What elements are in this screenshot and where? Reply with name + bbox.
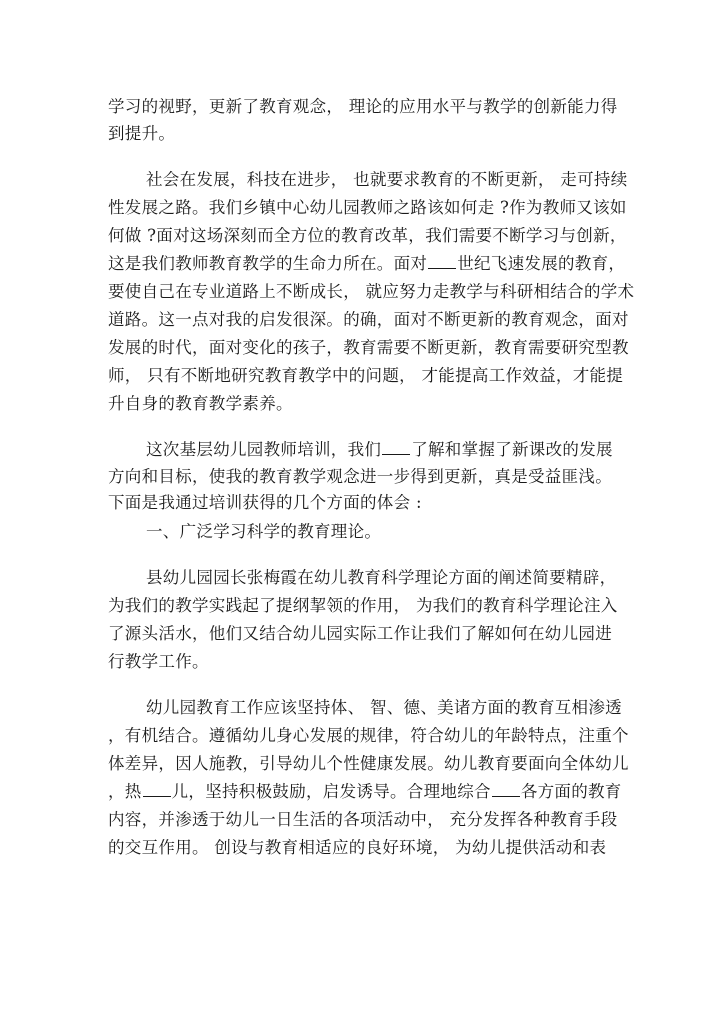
text-line <box>108 782 622 802</box>
text-segment: 这是我们教师教育教学的生命力所在。面对 <box>108 254 428 273</box>
fill-blank <box>143 782 171 797</box>
fill-blank <box>428 254 456 269</box>
text-line: 师， 只有不断地研究教育教学中的问题， 才能提高工作效益，才能提 <box>108 366 624 385</box>
fill-blank <box>382 440 410 455</box>
fill-blank <box>492 782 520 797</box>
text-line: 性发展之路。我们乡镇中心幼儿园教师之路该如何走 ?作为教师又该如 <box>108 198 627 217</box>
text-line: ，有机结合。遵循幼儿身心发展的规律，符合幼儿的年龄特点，注重个 <box>108 726 629 745</box>
text-line: 体差异，因人施教，引导幼儿个性健康发展。幼儿教育要面向全体幼儿 <box>108 754 629 773</box>
text-line: 何做 ?面对这场深刻而全方位的教育改革，我们需要不断学习与创新， <box>108 226 627 245</box>
text-line: 内容，并渗透于幼儿一日生活的各项活动中， 充分发挥各种教育手段 <box>108 810 618 829</box>
text-line: 了源头活水，他们又结合幼儿园实际工作让我们了解如何在幼儿园进 <box>108 624 612 643</box>
text-line: 下面是我通过培训获得的几个方面的体会 : <box>108 493 422 512</box>
text-line: 道路。这一点对我的启发很深。的确，面对不断更新的教育观念，面对 <box>108 310 629 329</box>
text-line: 幼儿园教育工作应该坚持体、 智、德、美诸方面的教育互相渗透 <box>146 698 622 717</box>
text-line: 升自身的教育教学素养。 <box>108 394 293 413</box>
text-line: 学习的视野，更新了教育观念， 理论的应用水平与教学的创新能力得 <box>108 97 618 116</box>
text-line: 行教学工作。 <box>108 652 209 671</box>
section-heading: 一、广泛学习科学的教育理论。 <box>146 522 382 541</box>
text-line: 为我们的教学实践起了提纲挈领的作用， 为我们的教育科学理论注入 <box>108 596 618 615</box>
text-line <box>146 440 613 460</box>
text-segment: ，热 <box>108 782 142 801</box>
text-segment: 儿，坚持积极鼓励，启发诱导。合理地综合 <box>171 782 491 801</box>
text-segment: 这次基层幼儿园教师培训，我们 <box>146 440 382 459</box>
text-line <box>108 254 625 274</box>
text-segment: 了解和掌握了新课改的发展 <box>411 440 613 459</box>
text-line: 县幼儿园园长张梅霞在幼儿教育科学理论方面的阐述简要精辟， <box>146 568 617 587</box>
text-line: 方向和目标，使我的教育教学观念进一步得到更新，真是受益匪浅。 <box>108 467 612 486</box>
text-line: 发展的时代，面对变化的孩子，教育需要不断更新，教育需要研究型教 <box>108 338 629 357</box>
text-line: 的交互作用。 创设与教育相适应的良好环境， 为幼儿提供活动和表 <box>108 838 607 857</box>
text-line: 社会在发展，科技在进步， 也就要求教育的不断更新， 走可持续 <box>146 170 628 189</box>
text-line: 要使自己在专业道路上不断成长， 就应努力走教学与科研相结合的学术 <box>108 282 635 301</box>
text-segment: 世纪飞速发展的教育， <box>457 254 626 273</box>
text-line: 到提升。 <box>108 124 176 143</box>
text-segment: 各方面的教育 <box>520 782 622 801</box>
